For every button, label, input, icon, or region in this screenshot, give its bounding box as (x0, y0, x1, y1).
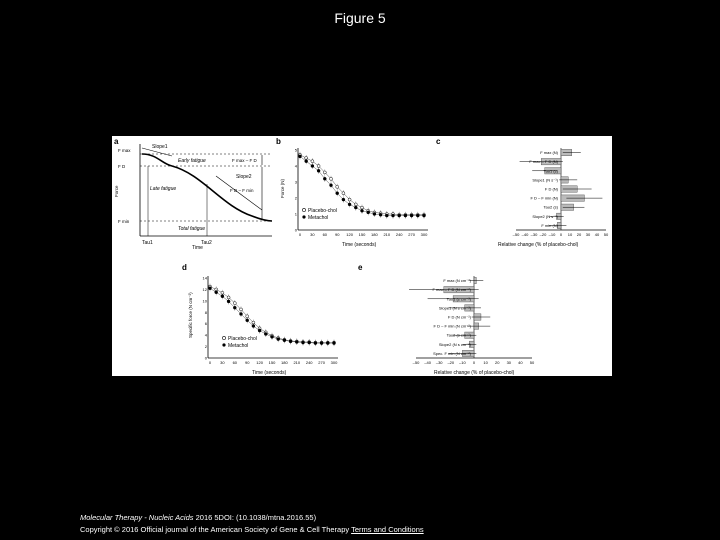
c-xtick-label: 0 (559, 232, 563, 237)
d-data-point (227, 300, 230, 303)
panel-b-legend-metachol: Metachol (308, 215, 329, 221)
d-xtick-label: 270 (318, 360, 325, 365)
b-data-point (404, 214, 407, 217)
b-ytick-label: 4 (294, 163, 297, 169)
panel-d-legend-placebo-marker (222, 336, 225, 339)
b-data-point (354, 206, 357, 209)
e-xtick-label: –40 (424, 360, 431, 365)
d-xtick-label: 30 (220, 360, 225, 365)
d-data-point (308, 341, 311, 344)
d-ytick-label: 12 (202, 286, 207, 292)
c-category-label: F max – F D (N) (529, 159, 558, 165)
b-data-point (423, 214, 426, 217)
e-category-label: Slope1 (N s cm⁻²) (438, 305, 471, 311)
panel-c-letter: c (436, 137, 441, 146)
e-xtick-label: –50 (412, 360, 420, 365)
b-data-point (342, 198, 345, 201)
panel-d-y-ticks (203, 276, 208, 361)
panel-b (276, 137, 428, 248)
c-xtick-label: 10 (567, 232, 573, 237)
e-category-label: Spec. F min (N cm⁻²) (433, 350, 471, 356)
b-data-point (416, 214, 419, 217)
panel-a-fmax-fd-label: F max – F D (232, 158, 257, 163)
c-category-label: Slope2 (N s⁻¹) (532, 213, 558, 219)
panel-d-letter: d (182, 263, 187, 272)
b-data-point (317, 169, 320, 172)
b-data-point (348, 203, 351, 206)
panel-d-legend (222, 336, 257, 349)
d-data-point (320, 342, 323, 345)
panel-d-xlabel: Time (seconds) (252, 370, 287, 376)
c-category-label: Tau2 (s) (543, 204, 558, 210)
d-data-point (302, 341, 305, 344)
c-category-label: Slope1 (N s⁻¹) (532, 177, 558, 183)
b-xtick-label: 210 (383, 232, 391, 237)
panel-b-legend (302, 208, 337, 221)
b-data-point (342, 192, 345, 195)
panel-a-slope2-label: Slope2 (236, 174, 252, 180)
d-xtick-label: 240 (305, 360, 313, 365)
panel-b-legend-placebo: Placebo-chol (308, 208, 337, 214)
panel-b-letter: b (276, 137, 281, 146)
b-data-point (323, 177, 326, 180)
b-data-point (336, 185, 339, 188)
d-ytick-label: 2 (204, 344, 207, 350)
b-ytick-label: 5 (294, 147, 297, 153)
panel-a-fd-fmin-label: F D – F min (230, 188, 254, 193)
d-data-point (283, 339, 286, 342)
panel-d-legend-metachol-marker (222, 343, 225, 346)
d-data-point (252, 325, 255, 328)
b-ytick-label: 2 (294, 195, 297, 201)
citation-text: 2016 5DOI: (10.1038/mtna.2016.55) (193, 513, 317, 522)
e-xtick-label: 30 (506, 360, 512, 365)
d-data-point (240, 308, 243, 311)
panel-a-late-fatigue-label: Late fatigue (150, 186, 177, 192)
panel-b-y-ticks (295, 148, 298, 233)
b-data-point (379, 213, 382, 216)
panel-a-early-fatigue-label: Early fatigue (178, 158, 206, 164)
d-data-point (326, 342, 329, 345)
b-xtick-label: 60 (322, 232, 328, 237)
b-data-point (311, 165, 314, 168)
b-data-point (299, 155, 302, 158)
d-data-point (314, 342, 317, 345)
b-ytick-label: 0 (294, 227, 297, 233)
b-xtick-label: 300 (420, 232, 428, 237)
panel-a-slope2-line (216, 176, 262, 210)
b-data-point (361, 209, 364, 212)
d-xtick-label: 300 (330, 360, 338, 365)
b-xtick-label: 120 (346, 232, 353, 237)
d-xtick-label: 120 (256, 360, 263, 365)
d-xtick-label: 210 (293, 360, 301, 365)
b-data-point (373, 213, 376, 216)
panel-c (436, 137, 609, 248)
e-xtick-label: 40 (518, 360, 523, 365)
b-data-point (311, 160, 314, 163)
b-data-point (392, 214, 395, 217)
panel-d-legend-placebo: Placebo-chol (228, 336, 257, 342)
copyright-text: Copyright © 2016 Official journal of the American Society of Gene & Cell Therapy (80, 525, 350, 534)
e-category-label: F max (N cm⁻²) (443, 278, 471, 284)
b-xtick-label: 0 (298, 232, 302, 237)
panel-e (358, 263, 535, 376)
c-xtick-label: –30 (530, 232, 538, 237)
c-xtick-label: –20 (539, 232, 547, 237)
panel-a-fmin-label: F min (118, 219, 130, 224)
d-xtick-label: 150 (268, 360, 276, 365)
d-ytick-label: 4 (204, 332, 207, 338)
panel-c-bars (513, 148, 609, 237)
panel-e-xlabel: Relative change (% of placebo-chol) (434, 370, 515, 376)
e-category-label: F D – F min (N cm⁻²) (433, 323, 471, 329)
e-category-label: Tau1 (s cm⁻²) (446, 296, 471, 302)
c-category-label: Tau1 (s) (543, 168, 558, 174)
d-data-point (233, 302, 236, 305)
e-xtick-label: –10 (459, 360, 466, 365)
b-data-point (348, 198, 351, 201)
b-xtick-label: 30 (310, 232, 315, 237)
d-data-point (221, 295, 224, 298)
e-xtick-label: 10 (483, 360, 488, 365)
c-xtick-label: –10 (548, 232, 556, 237)
b-data-point (305, 160, 308, 163)
c-category-label: F D – F min (N) (530, 195, 558, 201)
panel-b-xlabel: Time (seconds) (342, 242, 377, 248)
b-data-point (398, 214, 401, 217)
b-ytick-label: 1 (294, 211, 297, 217)
panel-b-x-ticks (299, 232, 428, 237)
panel-b-legend-metachol-marker (302, 215, 305, 218)
d-data-point (264, 333, 267, 336)
c-xtick-label: 40 (594, 232, 600, 237)
e-xtick-label: 20 (494, 360, 500, 365)
panel-d (182, 263, 338, 376)
panel-d-ylabel: Specific force (N cm⁻²) (188, 292, 193, 338)
b-xtick-label: 180 (371, 232, 378, 237)
d-ytick-label: 6 (204, 321, 207, 327)
panel-e-letter: e (358, 263, 363, 272)
panel-a-fmax-label: F max (118, 148, 131, 153)
c-xtick-label: –50 (512, 232, 520, 237)
journal-name: Molecular Therapy - Nucleic Acids (80, 513, 194, 522)
panel-a-tau1-label: Tau1 (142, 240, 153, 246)
d-data-point (277, 338, 280, 341)
e-xtick-label: 0 (472, 360, 476, 365)
b-data-point (330, 184, 333, 187)
d-data-point (209, 287, 212, 290)
e-xtick-label: –30 (435, 360, 443, 365)
d-data-point (289, 340, 292, 343)
e-xtick-label: 50 (529, 360, 535, 365)
d-data-point (333, 342, 336, 345)
c-xtick-label: 30 (585, 232, 591, 237)
d-data-point (271, 335, 274, 338)
b-data-point (330, 177, 333, 180)
panel-a-letter: a (114, 137, 119, 146)
panel-a-tau2-label: Tau2 (201, 240, 212, 246)
c-xtick-label: 20 (576, 232, 582, 237)
c-category-label: F min (N) (541, 222, 558, 228)
panel-a-total-fatigue-label: Total fatigue (178, 226, 206, 232)
panel-b-legend-placebo-marker (302, 208, 305, 211)
b-data-point (385, 214, 388, 217)
panel-a-xlabel: Time (192, 245, 203, 251)
b-data-point (323, 171, 326, 174)
panel-e-bars (409, 276, 535, 365)
b-data-point (367, 211, 370, 214)
c-xtick-label: 50 (603, 232, 609, 237)
d-ytick-label: 14 (202, 275, 207, 281)
c-xtick-label: –40 (521, 232, 529, 237)
d-xtick-label: 90 (244, 360, 250, 365)
figure-svg (112, 136, 612, 376)
e-category-label: F max – F D (N cm⁻²) (432, 287, 471, 293)
citation-line (80, 512, 424, 524)
panel-d-x-ticks (209, 360, 338, 365)
d-data-point (233, 306, 236, 309)
panel-a-slope1-label: Slope1 (152, 144, 168, 150)
d-ytick-label: 10 (202, 298, 207, 304)
panel-a-fd-label: F D (118, 164, 126, 169)
d-ytick-label: 8 (204, 309, 207, 315)
d-data-point (258, 329, 261, 332)
b-xtick-label: 90 (334, 232, 340, 237)
b-xtick-label: 150 (358, 232, 366, 237)
b-ytick-label: 3 (294, 179, 297, 185)
panel-c-xlabel: Relative change (% of placebo-chol) (498, 242, 579, 248)
panel-a-ylabel: Force (114, 185, 119, 197)
c-category-label: F max (N) (540, 150, 558, 156)
d-xtick-label: 180 (281, 360, 288, 365)
b-data-point (336, 192, 339, 195)
b-xtick-label: 240 (395, 232, 403, 237)
slide-title: Figure 5 (334, 10, 386, 26)
e-xtick-label: –20 (447, 360, 455, 365)
d-data-point (246, 319, 249, 322)
panel-d-legend-metachol: Metachol (228, 343, 249, 349)
d-data-point (295, 341, 298, 344)
c-category-label: F D (N) (544, 186, 558, 192)
panel-a (114, 137, 272, 251)
b-data-point (317, 165, 320, 168)
d-xtick-label: 0 (208, 360, 212, 365)
e-category-label: Tau2 (s cm⁻²) (446, 332, 471, 338)
b-data-point (410, 214, 413, 217)
e-category-label: Slope2 (N s cm⁻²) (438, 341, 471, 347)
e-category-label: F D (N cm⁻²) (448, 314, 471, 320)
d-ytick-label: 0 (204, 355, 207, 361)
d-data-point (240, 313, 243, 316)
b-xtick-label: 270 (408, 232, 415, 237)
d-xtick-label: 60 (232, 360, 238, 365)
footer (80, 512, 424, 536)
d-data-point (215, 291, 218, 294)
terms-link[interactable]: Terms and Conditions (351, 525, 424, 534)
panel-b-ylabel: Force (N) (280, 179, 285, 198)
copyright-line (80, 524, 424, 536)
figure-panel (112, 136, 612, 376)
